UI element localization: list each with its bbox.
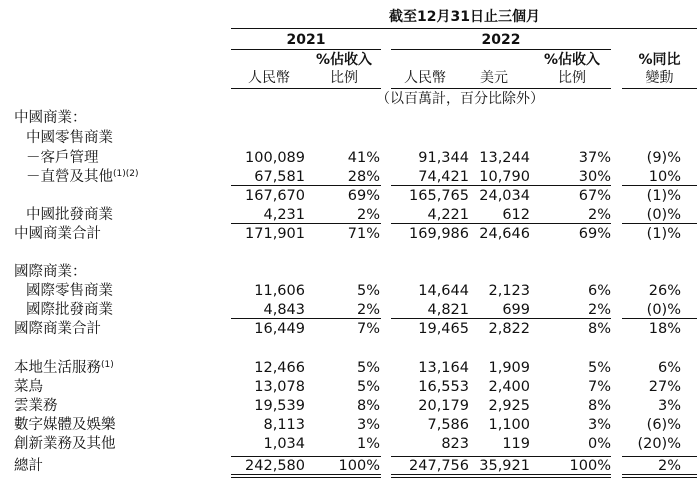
footnote-marker: (1) [101, 360, 114, 370]
col-pct-2022-line2: 比例 [558, 70, 586, 86]
cell-usd-2022: 35,921 [479, 458, 530, 474]
cell-pct-2021: 3% [356, 417, 380, 433]
cell-yoy: 3% [657, 398, 681, 414]
row-label [14, 227, 101, 242]
cell-rmb-2021: 11,606 [254, 283, 305, 299]
cell-yoy: 10% [648, 169, 681, 185]
cell-rmb-2022: 13,164 [418, 360, 469, 376]
grand-total-double-yoy-b [622, 477, 697, 478]
col-pct-2021-line2: 比例 [330, 70, 358, 86]
cell-yoy: (9)% [646, 150, 681, 166]
row-label [14, 361, 114, 376]
cell-pct-2022: 30% [578, 169, 611, 185]
row-label-text: 國際批發商業 [26, 302, 113, 318]
unit-note: （以百萬計，百分比除外） [376, 91, 544, 107]
subtotal-rule-2021 [231, 185, 381, 186]
cell-pct-2021: 2% [356, 302, 380, 318]
row-label [14, 437, 116, 452]
cell-yoy: (0)% [646, 302, 681, 318]
header-rule-yoy [622, 88, 697, 89]
cell-usd-2022: 24,646 [479, 226, 530, 242]
cell-usd-2022: 2,925 [488, 398, 530, 414]
cell-yoy: (1)% [646, 226, 681, 242]
china-total-rule-2021 [231, 223, 381, 224]
cell-yoy: 6% [657, 360, 681, 376]
intl-total-rule-2021 [231, 318, 381, 319]
row-label-text: 國際商業合計 [14, 321, 101, 337]
row-label [26, 151, 99, 166]
cell-rmb-2021: 19,539 [254, 398, 305, 414]
cell-yoy: 2% [657, 458, 681, 474]
cell-pct-2021: 28% [347, 169, 380, 185]
cell-rmb-2022: 19,465 [418, 321, 469, 337]
cell-usd-2022: 2,400 [488, 379, 530, 395]
period-header: 截至12月31日止三個月 [389, 9, 540, 25]
row-label [14, 418, 116, 433]
row-label-text: 中國零售商業 [26, 130, 113, 146]
cell-yoy: (0)% [646, 207, 681, 223]
cell-pct-2022: 5% [587, 360, 611, 376]
intl-total-rule-yoy [622, 318, 697, 319]
cell-usd-2022: 24,034 [479, 188, 530, 204]
subtotal-rule-yoy [622, 185, 697, 186]
grand-total-rule-2022 [391, 456, 611, 457]
cell-pct-2022: 37% [578, 150, 611, 166]
cell-pct-2021: 5% [356, 283, 380, 299]
cell-pct-2022: 2% [587, 207, 611, 223]
cell-pct-2021: 41% [347, 150, 380, 166]
year-2021-header: 2021 [286, 32, 326, 48]
cell-usd-2022: 10,790 [479, 169, 530, 185]
grand-total-double-2022-a [391, 474, 611, 475]
cell-rmb-2022: 823 [441, 436, 469, 452]
cell-rmb-2021: 4,231 [263, 207, 305, 223]
cell-rmb-2022: 91,344 [418, 150, 469, 166]
grand-total-rule-yoy [622, 456, 697, 457]
cell-pct-2021: 1% [356, 436, 380, 452]
row-label [14, 111, 87, 126]
cell-rmb-2021: 242,580 [245, 458, 305, 474]
cell-pct-2022: 3% [587, 417, 611, 433]
cell-usd-2022: 1,909 [488, 360, 530, 376]
cell-yoy: 26% [648, 283, 681, 299]
row-label [14, 399, 58, 414]
cell-pct-2022: 7% [587, 379, 611, 395]
cell-pct-2022: 2% [587, 302, 611, 318]
china-total-rule-2022 [391, 223, 611, 224]
intl-total-rule-2022 [391, 318, 611, 319]
cell-usd-2022: 612 [502, 207, 530, 223]
row-label [26, 131, 113, 146]
grand-total-double-2022-b [391, 477, 611, 478]
cell-rmb-2022: 7,586 [427, 417, 469, 433]
cell-rmb-2022: 16,553 [418, 379, 469, 395]
cell-rmb-2022: 169,986 [409, 226, 469, 242]
header-rule-2021 [231, 88, 381, 89]
cell-pct-2022: 67% [578, 188, 611, 204]
cell-rmb-2021: 13,078 [254, 379, 305, 395]
cell-yoy: 27% [648, 379, 681, 395]
year-2022-underline [391, 49, 611, 50]
cell-rmb-2022: 14,644 [418, 283, 469, 299]
row-label-text: 雲業務 [14, 398, 58, 414]
row-label-text: －客戶管理 [26, 150, 99, 166]
cell-usd-2022: 13,244 [479, 150, 530, 166]
period-underline [231, 28, 697, 29]
row-label-text: 創新業務及其他 [14, 436, 116, 452]
cell-rmb-2022: 165,765 [409, 188, 469, 204]
cell-rmb-2021: 8,113 [263, 417, 305, 433]
china-total-rule-yoy [622, 223, 697, 224]
cell-rmb-2022: 4,221 [427, 207, 469, 223]
row-label [14, 380, 43, 395]
cell-yoy: (6)% [646, 417, 681, 433]
cell-pct-2021: 100% [338, 458, 380, 474]
row-label [26, 170, 139, 185]
cell-pct-2022: 100% [569, 458, 611, 474]
row-label [26, 303, 113, 318]
grand-total-double-2021-b [231, 477, 381, 478]
cell-rmb-2021: 167,670 [245, 188, 305, 204]
cell-rmb-2021: 171,901 [245, 226, 305, 242]
cell-pct-2022: 69% [578, 226, 611, 242]
row-label-text: 本地生活服務 [14, 360, 101, 376]
cell-rmb-2021: 67,581 [254, 169, 305, 185]
year-2021-underline [231, 49, 381, 50]
col-rmb-2022: 人民幣 [404, 70, 446, 86]
cell-rmb-2022: 74,421 [418, 169, 469, 185]
row-label [14, 322, 101, 337]
row-label [14, 459, 43, 474]
col-pct-2021-line1: %佔收入 [315, 52, 373, 68]
col-rmb-2021: 人民幣 [248, 70, 290, 86]
cell-yoy: 18% [648, 321, 681, 337]
row-label-text: 菜鳥 [14, 379, 43, 395]
cell-rmb-2022: 4,821 [427, 302, 469, 318]
col-pct-2022-line1: %佔收入 [543, 52, 601, 68]
row-label-text: 總計 [14, 458, 43, 474]
row-label-text: 數字媒體及娛樂 [14, 417, 116, 433]
cell-rmb-2022: 20,179 [418, 398, 469, 414]
header-rule-2022 [391, 88, 611, 89]
grand-total-double-2021-a [231, 474, 381, 475]
cell-rmb-2021: 4,843 [263, 302, 305, 318]
col-usd-2022: 美元 [480, 70, 508, 86]
cell-pct-2022: 8% [587, 398, 611, 414]
row-label [26, 208, 113, 223]
cell-pct-2021: 7% [356, 321, 380, 337]
cell-pct-2021: 5% [356, 360, 380, 376]
cell-usd-2022: 2,822 [488, 321, 530, 337]
cell-rmb-2021: 100,089 [245, 150, 305, 166]
cell-pct-2022: 0% [587, 436, 611, 452]
cell-usd-2022: 2,123 [488, 283, 530, 299]
footnote-marker: (1)(2) [113, 169, 139, 179]
cell-rmb-2022: 247,756 [409, 458, 469, 474]
cell-pct-2022: 6% [587, 283, 611, 299]
row-label-text: 國際零售商業 [26, 283, 113, 299]
row-label [14, 265, 87, 280]
row-label-text: －直營及其他 [26, 169, 113, 185]
cell-rmb-2021: 1,034 [263, 436, 305, 452]
cell-pct-2021: 5% [356, 379, 380, 395]
subtotal-rule-2022 [391, 185, 611, 186]
row-label-text: 中國批發商業 [26, 207, 113, 223]
row-label [26, 284, 113, 299]
col-yoy-line2: 變動 [645, 70, 674, 86]
grand-total-double-yoy-a [622, 474, 697, 475]
row-label-text: 中國商業合計 [14, 226, 101, 242]
cell-yoy: (1)% [646, 188, 681, 204]
cell-yoy: (20)% [637, 436, 681, 452]
col-yoy-line1: %同比 [638, 52, 681, 68]
cell-usd-2022: 119 [502, 436, 530, 452]
cell-rmb-2021: 12,466 [254, 360, 305, 376]
cell-usd-2022: 699 [502, 302, 530, 318]
cell-usd-2022: 1,100 [488, 417, 530, 433]
row-label-text: 國際商業： [14, 264, 87, 280]
cell-pct-2022: 8% [587, 321, 611, 337]
row-label-text: 中國商業： [14, 110, 87, 126]
cell-pct-2021: 2% [356, 207, 380, 223]
year-2022-header: 2022 [481, 32, 521, 48]
cell-pct-2021: 8% [356, 398, 380, 414]
grand-total-rule-2021 [231, 456, 381, 457]
cell-pct-2021: 71% [347, 226, 380, 242]
cell-rmb-2021: 16,449 [254, 321, 305, 337]
cell-pct-2021: 69% [347, 188, 380, 204]
